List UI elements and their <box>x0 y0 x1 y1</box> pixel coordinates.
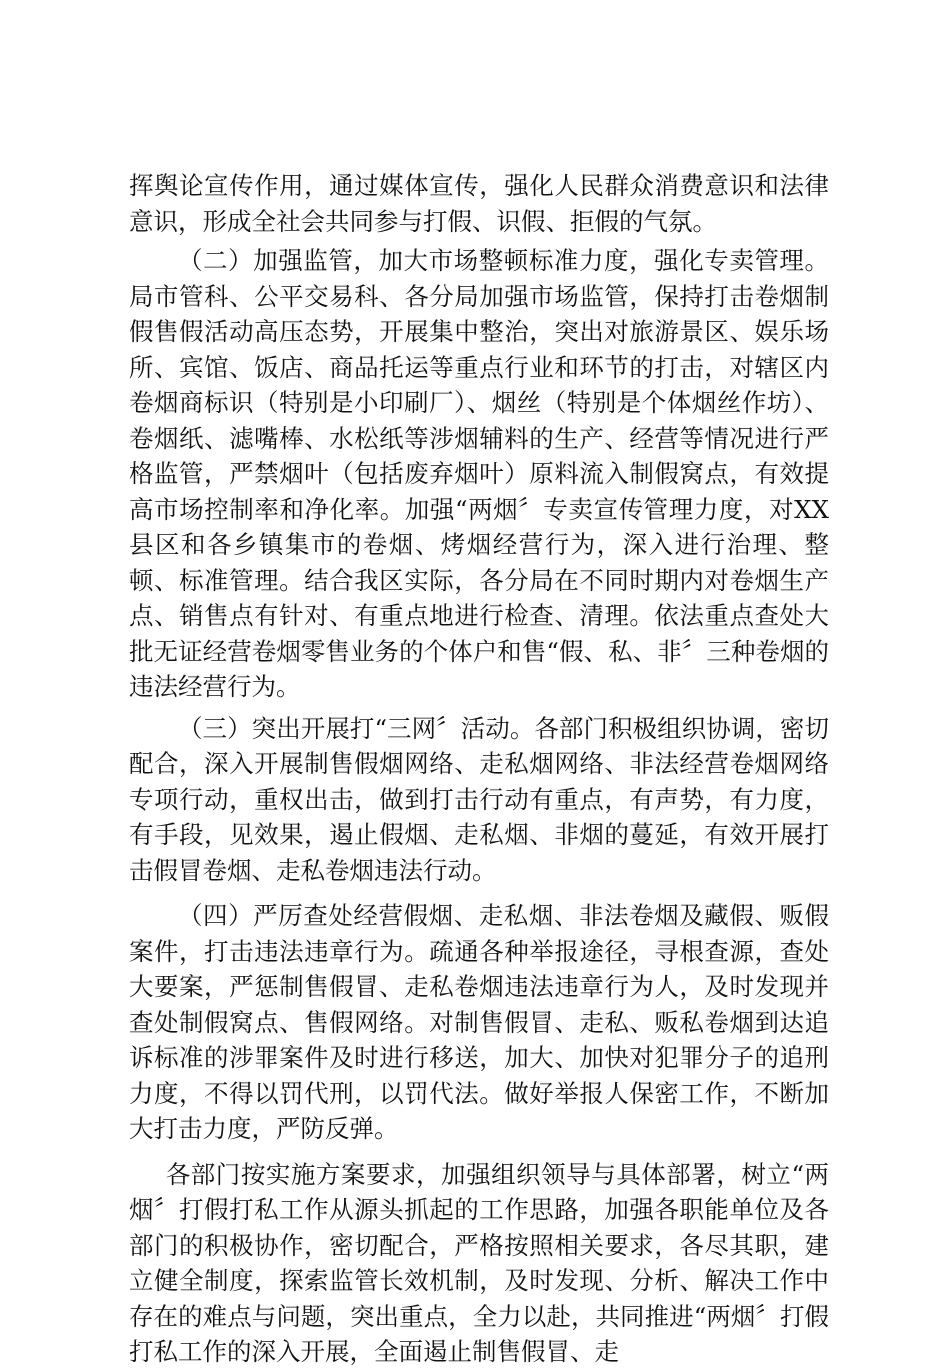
paragraph-summary: 各部门按实施方案要求，加强组织领导与具体部署，树立“两烟〞打假打私工作从源头抓起的工作思路，加强各职能单位及各部门的积极协作，密切配合，严格按照相关要求，各尽其职，建立健全制度，探索监管长效机制，及时发现、分析、解决工作中存在的难点与问题，突出重点，全力以赴，共同推进“两烟〞打假打私工作的深入开展，全面遏止制售假冒、走 <box>129 1159 829 1366</box>
document-body <box>129 168 829 1370</box>
paragraph-section-2: （二）加强监管，加大市场整顿标准力度，强化专卖管理。局市管科、公平交易科、各分局加强市场监管，保持打击卷烟制假售假活动高压态势，开展集中整治，突出对旅游景区、娱乐场所、宾馆、饭店、商品托运等重点行业和环节的打击，对辖区内卷烟商标识（特别是小印刷厂）、烟丝（特别是个体烟丝作坊）、卷烟纸、滤嘴棒、水松纸等涉烟辅料的生产、经营等情况进行严格监管，严禁烟叶（包括废弃烟叶）原料流入制假窝点，有效提高市场控制率和净化率。加强“两烟〞专卖宣传管理力度，对XX县区和各乡镇集市的卷烟、烤烟经营行为，深入进行治理、整顿、标准管理。结合我区实际，各分局在不同时期内对卷烟生产点、销售点有针对、有重点地进行检查、清理。依法重点查处大批无证经营卷烟零售业务的个体户和售“假、私、非〞三种卷烟的违法经营行为。 <box>129 246 829 701</box>
paragraph-section-4: （四）严厉查处经营假烟、走私烟、非法卷烟及藏假、贩假案件，打击违法违章行为。疏通各种举报途径，寻根查源，查处大要案，严惩制售假冒、走私卷烟违法违章行为人，及时发现并查处制假窝点、售假网络。对制售假冒、走私、贩私卷烟到达追诉标准的涉罪案件及时进行移送，加大、加快对犯罪分子的追刑力度，不得以罚代刑，以罚代法。做好举报人保密工作，不断加大打击力度，严防反弹。 <box>129 901 829 1143</box>
paragraph-continuation: 挥舆论宣传作用，通过媒体宣传，强化人民群众消费意识和法律意识，形成全社会共同参与打假、识假、拒假的气氛。 <box>129 171 829 236</box>
paragraph-section-3: （三）突出开展打“三网〞活动。各部门积极组织协调，密切配合，深入开展制售假烟网络、走私烟网络、非法经营卷烟网络专项行动，重权出击，做到打击行动有重点，有声势，有力度，有手段，见效果，遏止假烟、走私烟、非烟的蔓延，有效开展打击假冒卷烟、走私卷烟违法行动。 <box>129 713 829 885</box>
